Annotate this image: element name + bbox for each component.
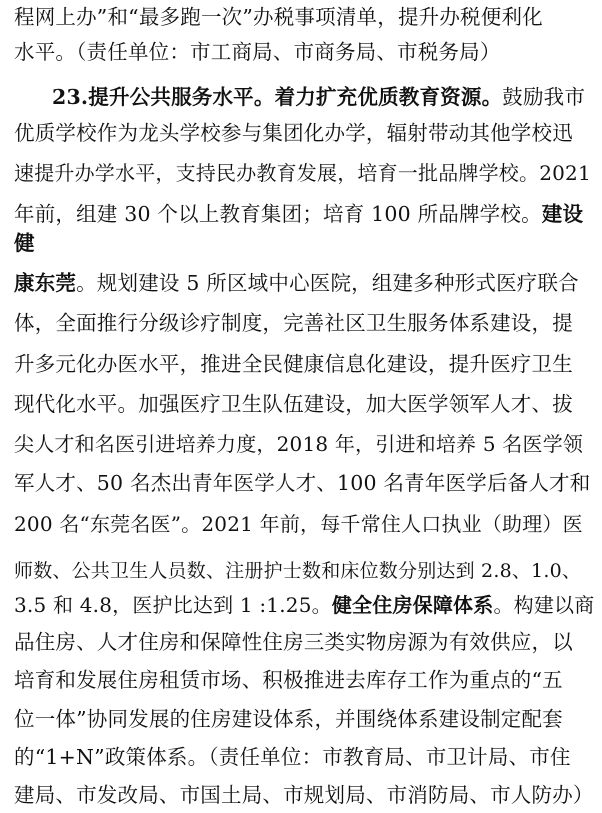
section-heading-line (52, 84, 594, 110)
text-line: 位一体”协同发展的住房建设体系，并围绕体系建设制定配套 (14, 707, 563, 731)
text-line: 培育和发展住房租赁市场、积极推进去库存工作为重点的“五 (14, 668, 563, 692)
text-line: 升多元化办医水平，推进全民健康信息化建设，提升医疗卫生 (14, 352, 573, 376)
text-line: 健 (14, 231, 35, 255)
text-run: 。构建以商 (493, 593, 595, 617)
text-line: 尖人才和名医引进培养力度，2018 年，引进和培养 5 名医学领 (14, 432, 584, 456)
bold-run: 建设 (541, 202, 584, 226)
text-line: 200 名“东莞名医”。2021 年前，每千常住人口执业（助理）医 (14, 512, 583, 536)
text-line: 建局、市发改局、市国土局、市规划局、市消防局、市人防办） (14, 783, 594, 807)
text-line: 现代化水平。加强医疗卫生队伍建设，加大医学领军人才、拔 (14, 392, 573, 416)
bold-run: 健全住房保障体系 (331, 593, 494, 617)
text-line: 程网上办”和“最多跑一次”办税事项清单，提升办税便利化 (14, 5, 543, 29)
text-line: 的“1+N”政策体系。（责任单位：市教育局、市卫计局、市住 (14, 745, 571, 769)
text-line: 师数、公共卫生人员数、注册护士数和床位数分别达到 2.8、1.0、 (14, 560, 582, 582)
section-heading: 23.提升公共服务水平。着力扩充优质教育资源。 (52, 85, 503, 109)
text-run: 年前，组建 30 个以上教育集团；培育 100 所品牌学校。 (14, 202, 542, 226)
text-run: 。规划建设 5 所区域中心医院，组建多种形式医疗联合 (76, 271, 579, 295)
text-line (14, 201, 594, 227)
text-line: 优质学校作为龙头学校参与集团化办学，辐射带动其他学校迅 (14, 121, 573, 145)
text-line (14, 270, 594, 296)
text-run: 3.5 和 4.8，医护比达到 1 :1.25。 (14, 593, 332, 617)
text-line: 水平。（责任单位：市工商局、市商务局、市税务局） (14, 40, 501, 64)
text-line: 体，全面推行分级诊疗制度，完善社区卫生服务体系建设，提 (14, 311, 573, 335)
text-line (14, 592, 594, 618)
text-run: 鼓励我市 (502, 85, 586, 109)
text-line: 军人才、50 名杰出青年医学人才、100 名青年医学后备人才和 (14, 471, 591, 495)
text-line: 速提升办学水平，支持民办教育发展，培育一批品牌学校。2021 (14, 161, 591, 185)
bold-run: 康东莞 (14, 271, 77, 295)
text-line: 品住房、人才住房和保障性住房三类实物房源为有效供应，以 (14, 630, 573, 654)
